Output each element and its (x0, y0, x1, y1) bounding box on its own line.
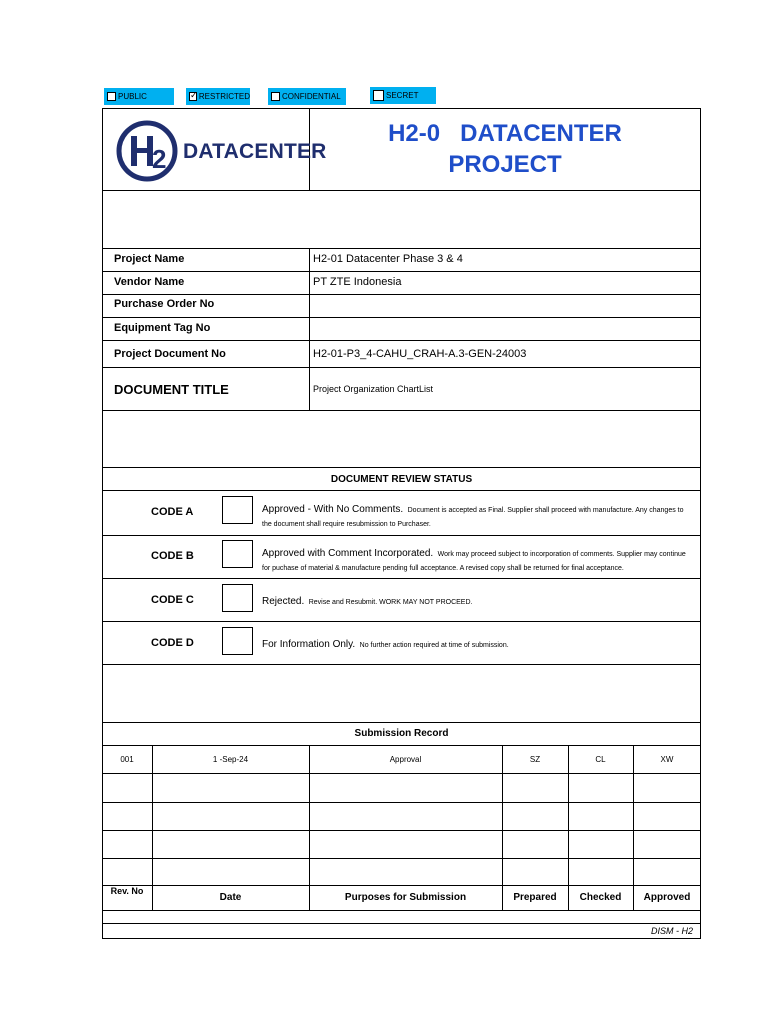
code-detail: Document is accepted as Final. Supplier shall proceed with manufacture. Any changes to the document shall require resubmission to Purchaser. (262, 507, 684, 528)
divider (102, 885, 701, 886)
checked-cell: CL (595, 755, 606, 764)
col-header-rev: Rev. No (110, 886, 144, 896)
divider (102, 802, 701, 803)
code-label: CODE C (151, 594, 194, 606)
page-title (310, 118, 700, 180)
code-label: CODE B (151, 550, 194, 562)
divider (568, 745, 569, 910)
svg-text:2: 2 (152, 144, 167, 174)
divider (102, 773, 701, 774)
review-heading: DOCUMENT REVIEW STATUS (330, 474, 473, 485)
divider (152, 745, 153, 910)
divider (102, 271, 701, 272)
code-description (262, 546, 694, 574)
divider (633, 745, 634, 910)
classification-label: SECRET (386, 91, 419, 100)
divider (102, 664, 701, 665)
logo-text: DATACENTER (183, 140, 327, 163)
code-label: CODE D (151, 637, 194, 649)
col-header-approved: Approved (643, 892, 691, 903)
col-header-prepared: Prepared (513, 892, 557, 903)
code-main: For Information Only. (262, 639, 356, 650)
code-b-checkbox[interactable] (222, 540, 253, 568)
project-name-label: Project Name (114, 253, 185, 265)
doc-no-value: H2-01-P3_4-CAHU_CRAH-A.3-GEN-24003 (313, 348, 527, 360)
divider (102, 745, 701, 746)
divider (102, 722, 701, 723)
divider (102, 467, 701, 468)
divider (309, 248, 310, 410)
divider (102, 294, 701, 295)
col-header-purpose: Purposes for Submission (344, 892, 467, 903)
tag-label: Equipment Tag No (114, 322, 211, 334)
rev-cell: 001 (120, 755, 134, 764)
classification-confidential[interactable] (268, 88, 346, 105)
classification-label: PUBLIC (118, 92, 147, 101)
code-main: Approved - With No Comments. (262, 504, 404, 515)
code-c-checkbox[interactable] (222, 584, 253, 612)
col-header-checked: Checked (579, 892, 622, 903)
title-line: PROJECT (448, 151, 562, 178)
divider (102, 317, 701, 318)
code-main: Rejected. (262, 596, 305, 607)
divider (102, 535, 701, 536)
code-description (262, 502, 694, 530)
vendor-name-value: PT ZTE Indonesia (313, 276, 402, 288)
divider (102, 410, 701, 411)
purpose-cell: Approval (389, 755, 422, 764)
divider (102, 621, 701, 622)
code-a-checkbox[interactable] (222, 496, 253, 524)
code-detail: Work may proceed subject to incorporation of comments. Supplier may continue for puchase of material & manufacture pending full acceptance. A revised copy shall be returned for final acceptance. (262, 551, 686, 572)
classification-public[interactable] (104, 88, 174, 105)
classification-restricted[interactable] (186, 88, 250, 105)
classification-label: CONFIDENTIAL (282, 92, 341, 101)
divider (102, 367, 701, 368)
divider (102, 830, 701, 831)
classification-label: RESTRICTED (198, 92, 250, 101)
divider (102, 858, 701, 859)
col-header-date: Date (219, 892, 242, 903)
doc-title-value: Project Organization ChartList (313, 384, 434, 394)
checked-checkbox-icon[interactable] (189, 92, 197, 101)
divider (502, 745, 503, 910)
doc-title-label: DOCUMENT TITLE (114, 382, 229, 397)
footer-code: DISM - H2 (650, 926, 693, 936)
submission-heading: Submission Record (354, 728, 449, 739)
code-description (262, 637, 694, 651)
classification-secret[interactable] (370, 87, 436, 104)
project-name-value: H2-01 Datacenter Phase 3 & 4 (313, 253, 463, 265)
vendor-name-label: Vendor Name (114, 276, 185, 288)
checkbox-icon[interactable] (271, 92, 280, 101)
divider (309, 745, 310, 910)
divider (102, 340, 701, 341)
doc-no-label: Project Document No (114, 348, 226, 360)
po-label: Purchase Order No (114, 298, 215, 310)
approved-cell: XW (660, 755, 674, 764)
code-detail: Revise and Resubmit. WORK MAY NOT PROCEED. (308, 599, 473, 606)
code-d-checkbox[interactable] (222, 627, 253, 655)
code-detail: No further action required at time of submission. (359, 642, 509, 649)
divider (102, 490, 701, 491)
divider (102, 578, 701, 579)
title-line: H2-0 DATACENTER (388, 120, 622, 147)
divider (102, 923, 701, 924)
divider (102, 248, 701, 249)
checkbox-icon[interactable] (373, 90, 384, 101)
code-main: Approved with Comment Incorporated. (262, 548, 434, 559)
checkbox-icon[interactable] (107, 92, 116, 101)
date-cell: 1 -Sep-24 (212, 755, 249, 764)
divider (102, 910, 701, 911)
divider (102, 190, 701, 191)
code-description (262, 594, 694, 608)
prepared-cell: SZ (529, 755, 541, 764)
code-label: CODE A (151, 506, 194, 518)
